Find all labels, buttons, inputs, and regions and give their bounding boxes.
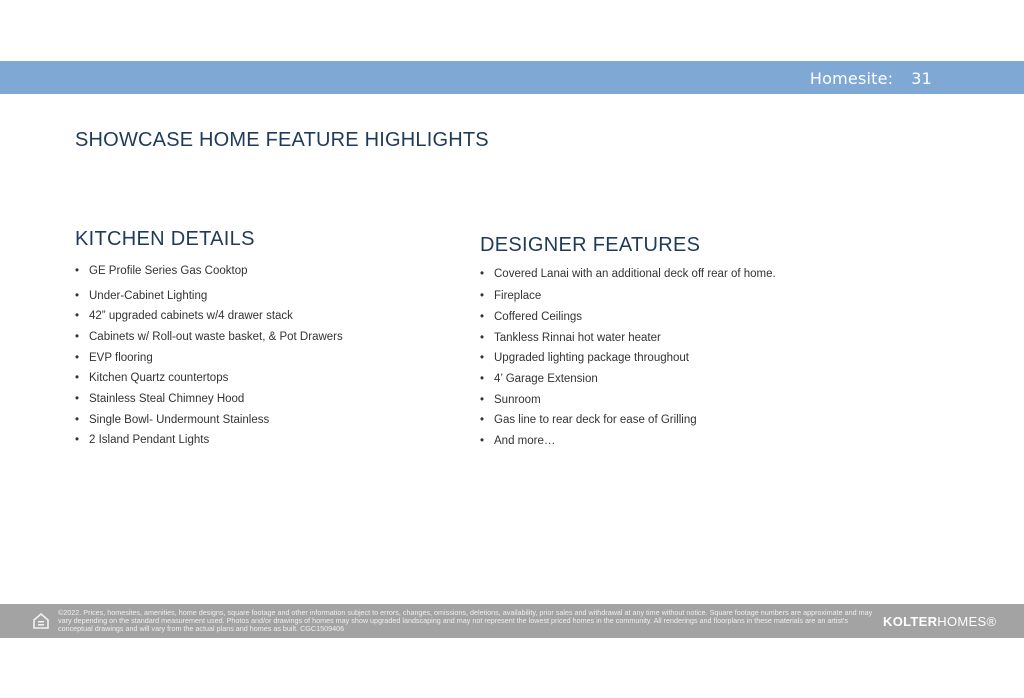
list-item: • Kitchen Quartz countertops xyxy=(75,372,229,384)
list-item: • And more… xyxy=(480,435,556,447)
list-item: • Cabinets w/ Roll-out waste basket, & Pot Drawers xyxy=(75,331,343,343)
homesite-label xyxy=(810,69,932,88)
header-bar xyxy=(0,61,1024,94)
kolter-homes-logo: KOLTERHOMES® xyxy=(883,614,997,629)
equal-housing-icon xyxy=(33,613,49,629)
list-item: • GE Profile Series Gas Cooktop xyxy=(75,265,248,277)
list-item: • Under-Cabinet Lighting xyxy=(75,290,208,302)
designer-features-heading: DESIGNER FEATURES xyxy=(480,234,701,256)
homesite-number: 31 xyxy=(911,69,932,88)
list-item: • Stainless Steal Chimney Hood xyxy=(75,393,245,405)
legal-disclaimer: ©2022. Prices, homesites, amenities, home designs, square footage and other information subject to errors, changes, omissions, deletions, availability, prior sales and withdrawal at any time without notice. Square footage numbers are approximate and may vary depending on the standard measurement used. Photos and/or drawings of homes may show upgraded landscaping and may not represent the lowest priced homes in the community. All renderings and floorplans in these materials are an artist's conceptual drawings and will vary from the actual plans and homes as built. CGC1509406 xyxy=(58,608,873,633)
list-item: • 2 Island Pendant Lights xyxy=(75,434,210,446)
list-item: • Fireplace xyxy=(480,290,542,302)
homesite-label-text: Homesite: xyxy=(809,69,894,88)
list-item: • EVP flooring xyxy=(75,352,153,364)
footer-bar xyxy=(0,604,1024,638)
list-item: • Upgraded lighting package throughout xyxy=(480,352,690,364)
kitchen-details-heading: KITCHEN DETAILS xyxy=(75,228,255,250)
list-item: • Single Bowl- Undermount Stainless xyxy=(75,414,270,426)
list-item: • Coffered Ceilings xyxy=(480,311,583,323)
list-item: • Tankless Rinnai hot water heater xyxy=(480,332,661,344)
list-item: • 42” upgraded cabinets w/4 drawer stack xyxy=(75,310,293,322)
list-item: • Covered Lanai with an additional deck off rear of home. xyxy=(480,268,776,280)
page-title: SHOWCASE HOME FEATURE HIGHLIGHTS xyxy=(75,129,489,151)
list-item: • Sunroom xyxy=(480,394,541,406)
list-item: • 4’ Garage Extension xyxy=(480,373,598,385)
list-item: • Gas line to rear deck for ease of Grilling xyxy=(480,414,697,426)
